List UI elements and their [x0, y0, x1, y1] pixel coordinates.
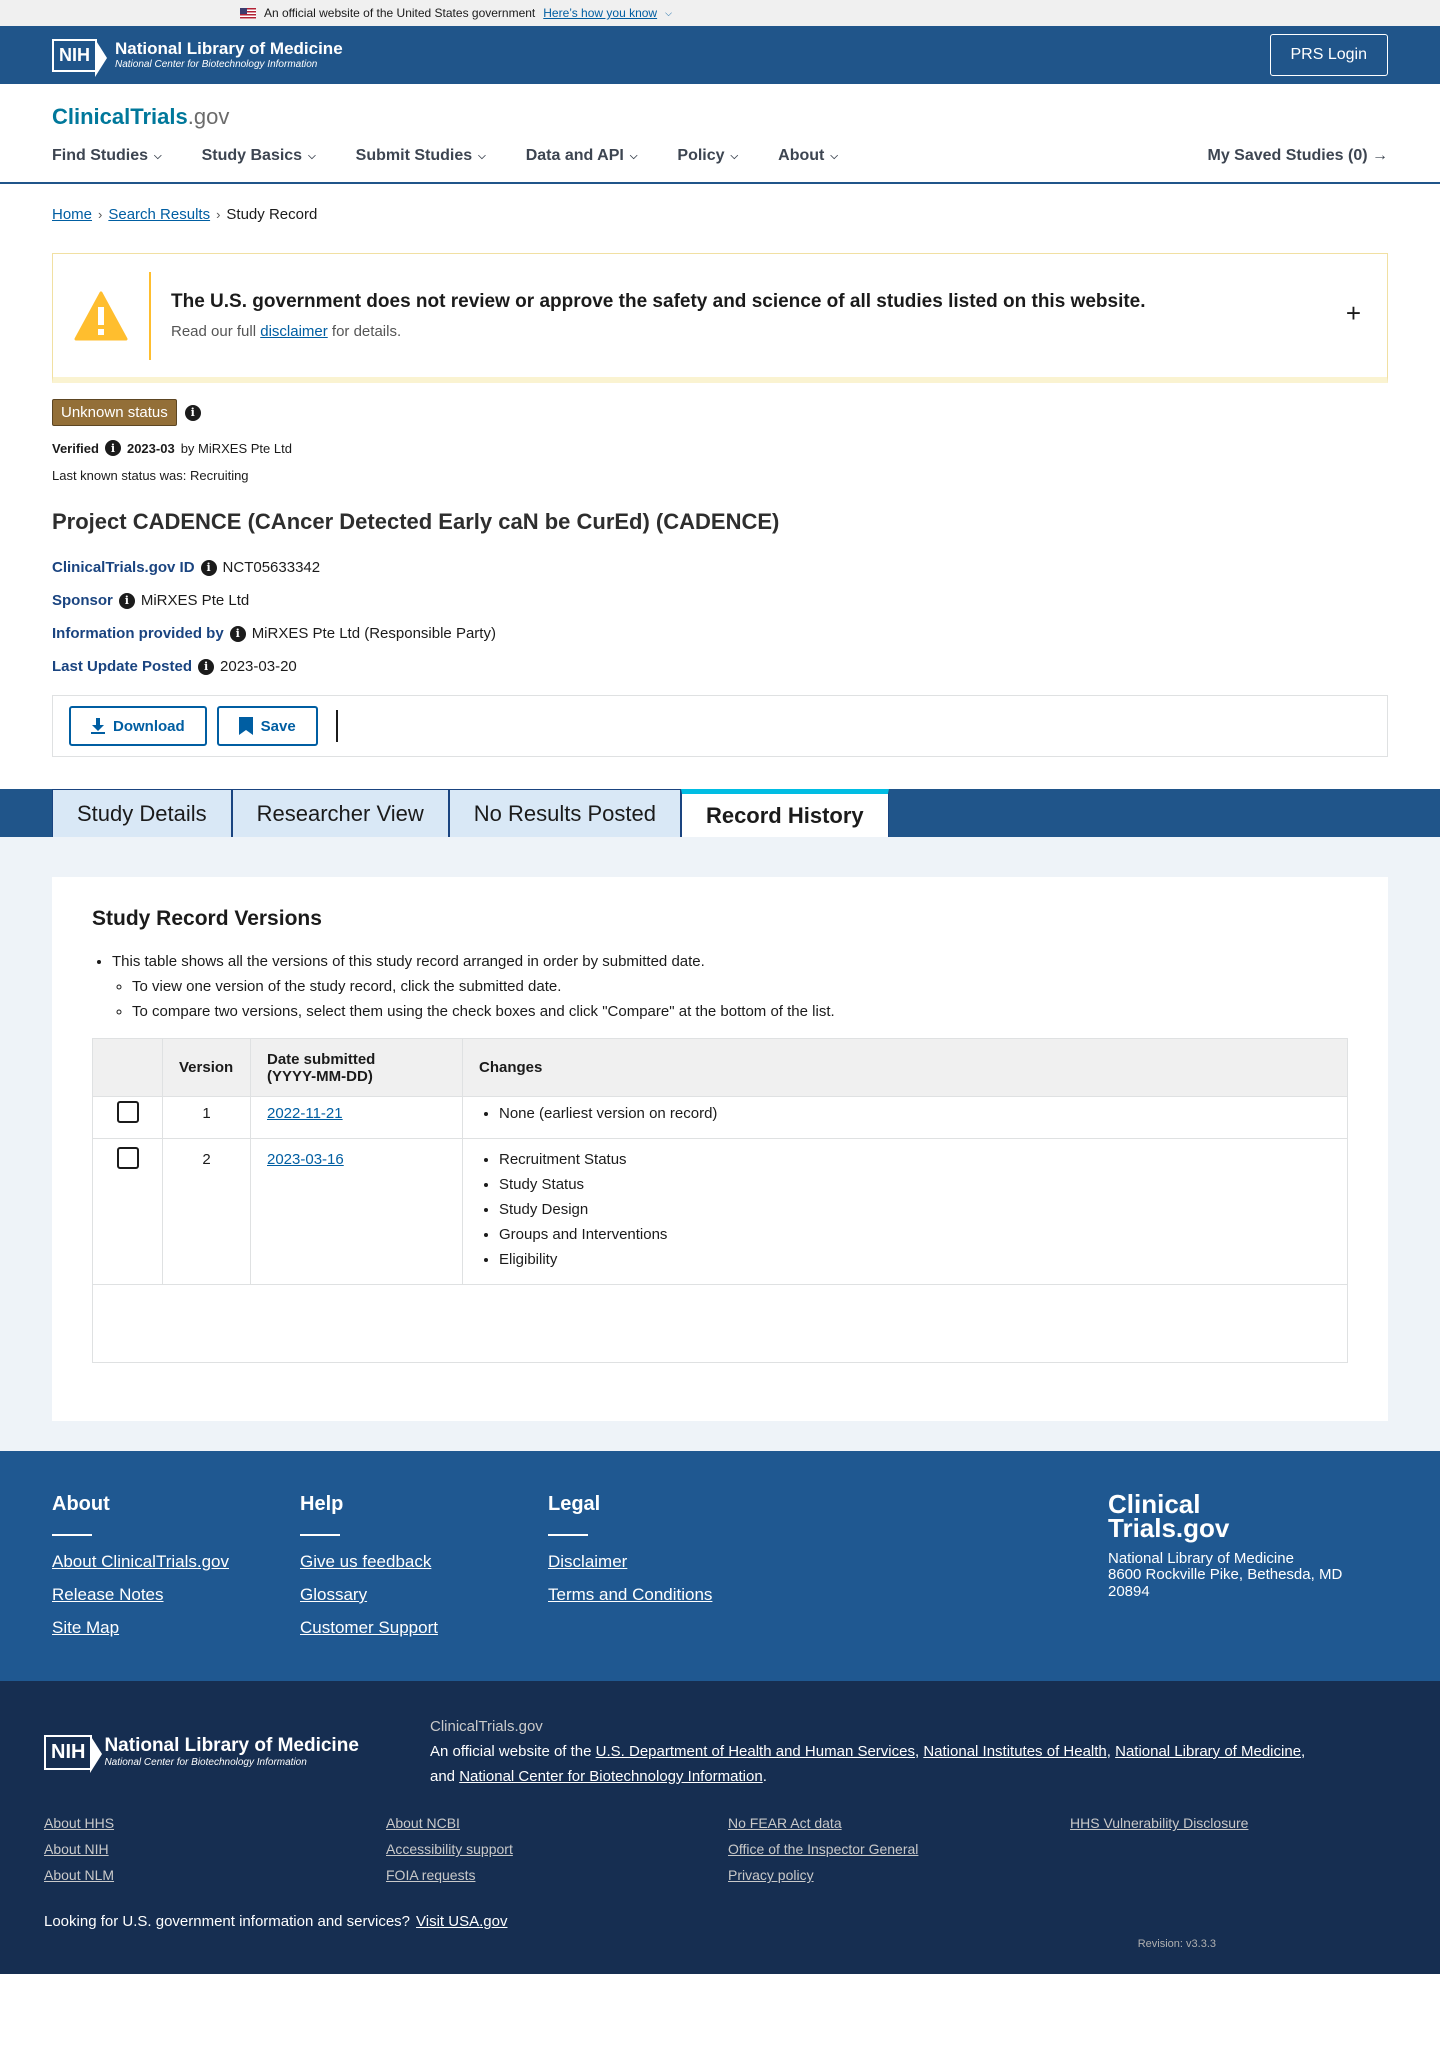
revision-label: Revision: v3.3.3 — [1137, 1938, 1216, 1951]
site-header — [0, 84, 1440, 184]
footer-link[interactable]: Release Notes — [52, 1585, 164, 1604]
footer-bottom-link[interactable]: Accessibility support — [386, 1841, 513, 1858]
meta-id-label: ClinicalTrials.gov ID — [52, 559, 195, 576]
compare-area — [93, 1285, 1348, 1363]
expand-plus-icon[interactable]: + — [1345, 298, 1361, 328]
footer-bottom-link[interactable]: About NIH — [44, 1841, 109, 1858]
table-row — [93, 1139, 1348, 1285]
hhs-link[interactable]: U.S. Department of Health and Human Services — [595, 1742, 915, 1760]
versions-instructions — [92, 953, 1348, 1020]
nav-find-studies[interactable] — [52, 147, 162, 165]
change-item: • Eligibility — [499, 1251, 1331, 1268]
brand-main: ClinicalTrials — [52, 104, 188, 129]
chevron-down-icon: ⌵ — [478, 150, 486, 162]
chevron-down-icon: ⌵ — [830, 150, 838, 162]
disclaimer-pre: Read our full — [171, 323, 257, 340]
bookmark-icon — [239, 717, 253, 735]
change-item: • Study Status — [499, 1176, 1331, 1193]
saved-studies-label: My Saved Studies (0) — [1207, 147, 1368, 164]
warning-icon — [53, 272, 151, 360]
gov-banner-text: An official website of the United States government — [264, 6, 536, 20]
chevron-down-icon: ⌵ — [665, 7, 672, 18]
chevron-down-icon: ⌵ — [730, 150, 739, 162]
save-button[interactable] — [217, 706, 318, 746]
footer-bottom-link[interactable]: About HHS — [44, 1815, 115, 1832]
download-label: Download — [113, 717, 185, 735]
chevron-down-icon: ⌵ — [154, 150, 162, 162]
footer-bottom-link[interactable]: FOIA requests — [386, 1867, 476, 1884]
footer-link[interactable]: Terms and Conditions — [548, 1585, 713, 1604]
meta-sponsor-row — [52, 592, 1388, 609]
version-checkbox[interactable] — [117, 1147, 139, 1169]
version-date-link[interactable]: 2023-03-16 — [267, 1151, 344, 1168]
meta-id-row — [52, 559, 1388, 576]
instruction-item — [112, 953, 1348, 1020]
nlm-title: National Library of Medicine — [115, 39, 343, 59]
footer-legal-col — [548, 1493, 796, 1651]
table-header-row — [93, 1039, 1348, 1097]
select-cell — [93, 1139, 163, 1285]
main-nav — [52, 130, 1388, 182]
usa-gov-row — [44, 1913, 1396, 1930]
table-footer-row — [93, 1285, 1348, 1363]
change-item: • Recruitment Status — [499, 1151, 1331, 1168]
tab-study-details[interactable]: Study Details — [52, 789, 232, 837]
change-item: • None (earliest version on record) — [499, 1105, 1331, 1122]
footer-bottom-empty — [1070, 1841, 1412, 1857]
saved-studies-link[interactable] — [1208, 147, 1389, 165]
verified-date: 2023-03 — [126, 440, 175, 456]
version-cell: 1 — [163, 1097, 251, 1139]
versions-table — [92, 1038, 1348, 1363]
footer-bottom — [0, 1681, 1440, 1974]
table-row — [93, 1097, 1348, 1139]
footer-link[interactable]: Customer Support — [300, 1618, 438, 1637]
footer-help-col — [300, 1493, 548, 1651]
meta-update-row — [52, 658, 1388, 675]
last-known-status: Last known status was: Recruiting — [52, 468, 249, 483]
nav-submit-studies[interactable] — [356, 147, 486, 165]
date-cell — [251, 1097, 463, 1139]
header-date-line2: (YYYY-MM-DD) — [267, 1067, 373, 1085]
versions-heading: Study Record Versions — [92, 907, 322, 930]
meta-update-value: 2023-03-20 — [220, 658, 297, 675]
study-title: Project CADENCE (CAncer Detected Early caN be CurEd) (CADENCE) — [52, 509, 780, 534]
nav-label: About — [778, 147, 825, 164]
record-history-panel — [0, 837, 1440, 1451]
header-changes: Changes — [463, 1039, 1348, 1097]
select-cell — [93, 1097, 163, 1139]
footer-logo-line1: Clinical — [1108, 1489, 1201, 1519]
info-icon[interactable]: i — [105, 440, 121, 456]
info-icon[interactable]: i — [198, 659, 214, 675]
breadcrumb-home[interactable]: Home — [52, 206, 93, 223]
changes-cell — [463, 1139, 1348, 1285]
meta-info-label: Information provided by — [52, 625, 224, 642]
tab-no-results-posted[interactable]: No Results Posted — [449, 789, 681, 837]
divider — [52, 1534, 92, 1536]
nlm-subtitle: National Center for Biotechnology Information — [115, 58, 318, 70]
prs-login-button[interactable]: PRS Login — [1270, 34, 1389, 76]
arrow-right-icon: → — [1372, 147, 1388, 164]
header-date — [251, 1039, 463, 1097]
verified-by: by MiRXES Pte Ltd — [180, 440, 292, 456]
official-and: and — [430, 1767, 456, 1785]
nlm-title: National Library of Medicine — [104, 1735, 359, 1757]
versions-card — [52, 877, 1388, 1421]
nav-data-api[interactable] — [526, 147, 638, 165]
changes-cell — [463, 1097, 1348, 1139]
tab-researcher-view[interactable]: Researcher View — [232, 789, 449, 837]
chevron-down-icon: ⌵ — [629, 150, 638, 162]
nlm-link[interactable]: National Library of Medicine — [1115, 1742, 1302, 1760]
nih-header — [0, 26, 1440, 84]
footer-link[interactable]: Glossary — [300, 1585, 368, 1604]
info-icon[interactable]: i — [185, 405, 201, 421]
chevron-right-icon: › — [216, 207, 221, 222]
footer-nlm-logo[interactable] — [44, 1715, 430, 1789]
header-version: Version — [163, 1039, 251, 1097]
save-label: Save — [260, 717, 296, 735]
footer-legal-heading: Legal — [548, 1493, 601, 1515]
status-badge: Unknown status — [52, 399, 177, 426]
breadcrumb-search-results[interactable]: Search Results — [108, 206, 211, 223]
footer-link[interactable]: Site Map — [52, 1618, 120, 1637]
ncbi-link[interactable]: National Center for Biotechnology Information — [459, 1767, 763, 1785]
nav-label: Policy — [677, 147, 725, 164]
disclaimer-post: for details. — [331, 323, 402, 340]
nih-logo-box: NIH — [52, 39, 97, 72]
meta-sponsor-value: MiRXES Pte Ltd — [140, 592, 250, 609]
footer-link[interactable]: Give us feedback — [300, 1552, 432, 1571]
meta-id-value: NCT05633342 — [222, 559, 321, 576]
footer-bottom-link[interactable]: Privacy policy — [728, 1867, 814, 1884]
footer-bottom-link[interactable]: About NCBI — [386, 1815, 460, 1832]
info-icon[interactable]: i — [230, 626, 246, 642]
nav-about[interactable] — [778, 147, 838, 165]
footer-bottom-link[interactable]: HHS Vulnerability Disclosure — [1070, 1815, 1249, 1832]
meta-sponsor-label: Sponsor — [52, 592, 113, 609]
nav-study-basics[interactable] — [202, 147, 316, 165]
footer-bottom-link[interactable]: About NLM — [44, 1867, 115, 1884]
breadcrumb — [52, 184, 1388, 223]
divider — [300, 1534, 340, 1536]
usa-gov-link[interactable]: Visit USA.gov — [416, 1913, 508, 1931]
meta-info-value: MiRXES Pte Ltd (Responsible Party) — [251, 625, 496, 642]
nav-label: Data and API — [525, 147, 624, 164]
download-button[interactable] — [69, 706, 207, 746]
divider — [336, 710, 338, 742]
footer-logo[interactable] — [1108, 1489, 1388, 1543]
footer-site-name: ClinicalTrials.gov — [430, 1718, 543, 1735]
meta-info-row — [52, 625, 1388, 642]
disclaimer-text — [171, 323, 1146, 340]
us-flag-icon — [240, 8, 256, 19]
change-item: • Study Design — [499, 1201, 1331, 1218]
site-logo[interactable] — [52, 84, 1388, 130]
gov-banner — [0, 0, 1440, 26]
address-line: 20894 — [1108, 1582, 1150, 1600]
footer-logo-line2: Trials.gov — [1108, 1512, 1230, 1543]
chevron-right-icon: › — [98, 207, 103, 222]
address-line: 8600 Rockville Pike, Bethesda, MD — [1108, 1566, 1343, 1584]
brand-suffix: .gov — [187, 104, 230, 129]
divider — [548, 1534, 588, 1536]
footer-address — [1108, 1551, 1388, 1601]
footer-top — [0, 1451, 1440, 1681]
footer-help-heading: Help — [300, 1493, 344, 1515]
breadcrumb-current: Study Record — [226, 206, 318, 223]
nav-label: Study Basics — [201, 147, 303, 164]
footer-official-info: ClinicalTrials.gov An official website of the U.S. Department of Health and Human Services, National Institutes of Health, National Library of Medicine, and National Center for Biotechnology Information. — [430, 1715, 1305, 1789]
nih-link[interactable]: National Institutes of Health — [923, 1742, 1107, 1760]
version-cell: 2 — [163, 1139, 251, 1285]
nav-label: Submit Studies — [355, 147, 473, 164]
footer-brand — [1108, 1489, 1388, 1651]
action-bar — [52, 695, 1388, 757]
disclaimer-title: The U.S. government does not review or approve the safety and science of all studies listed on this website. — [171, 291, 1146, 312]
study-tabs — [0, 789, 1440, 837]
tab-record-history[interactable]: Record History — [681, 789, 889, 837]
instruction-main: This table shows all the versions of this study record arranged in order by submitted date. — [112, 953, 705, 970]
info-icon[interactable]: i — [119, 593, 135, 609]
instruction-sub: ◦ To view one version of the study record, click the submitted date. — [132, 978, 1348, 995]
footer-link[interactable]: About ClinicalTrials.gov — [52, 1552, 229, 1571]
nlm-logo[interactable] — [52, 39, 343, 72]
disclaimer-link[interactable]: disclaimer — [260, 323, 328, 340]
instruction-sub: ◦ To compare two versions, select them using the check boxes and click "Compare" at the bottom of the list. — [132, 1003, 1348, 1020]
footer-bottom-link[interactable]: Office of the Inspector General — [728, 1841, 919, 1858]
download-icon — [91, 718, 105, 734]
version-checkbox[interactable] — [117, 1101, 139, 1123]
meta-update-label: Last Update Posted — [52, 658, 193, 675]
address-line: National Library of Medicine — [1108, 1549, 1294, 1567]
footer-link[interactable]: Disclaimer — [548, 1552, 628, 1571]
study-meta — [52, 559, 1388, 675]
footer-bottom-links — [44, 1815, 1396, 1883]
header-select — [93, 1039, 163, 1097]
change-item: • Groups and Interventions — [499, 1226, 1331, 1243]
nav-label: Find Studies — [52, 147, 148, 164]
version-date-link[interactable]: 2022-11-21 — [267, 1105, 343, 1122]
verified-row — [52, 440, 1388, 456]
nlm-subtitle: National Center for Biotechnology Information — [104, 1757, 307, 1769]
nih-logo-box: NIH — [44, 1735, 92, 1770]
footer-bottom-link[interactable]: No FEAR Act data — [728, 1815, 842, 1832]
disclaimer-alert — [52, 253, 1388, 383]
footer-about-col — [52, 1493, 300, 1651]
usa-pre: Looking for U.S. government information and services? — [44, 1913, 411, 1931]
official-pre: An official website of the — [430, 1742, 592, 1760]
header-date-line1: Date submitted — [267, 1050, 376, 1068]
how-you-know-link[interactable]: Here’s how you know — [543, 6, 658, 20]
footer-about-heading: About — [52, 1493, 110, 1515]
verified-label: Verified — [52, 440, 99, 456]
info-icon[interactable]: i — [201, 560, 217, 576]
chevron-down-icon: ⌵ — [308, 150, 316, 162]
nav-policy[interactable] — [677, 147, 738, 165]
date-cell — [251, 1139, 463, 1285]
